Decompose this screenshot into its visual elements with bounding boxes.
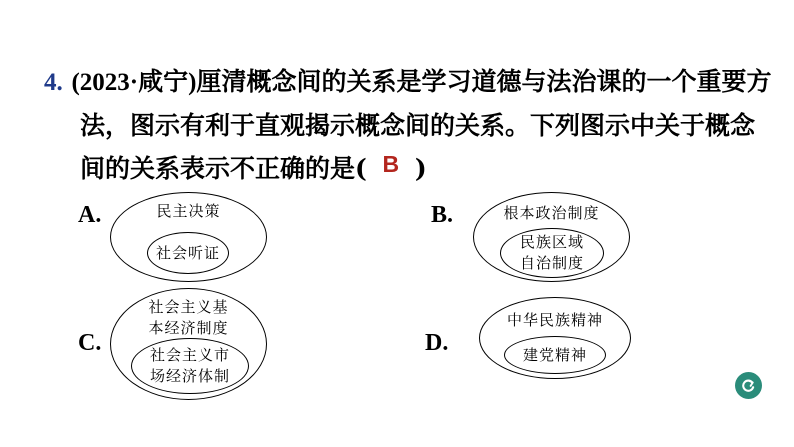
option-a-inner-ellipse <box>147 232 229 274</box>
option-b-inner-label: 民族区域 自治制度 <box>519 233 584 272</box>
option-d-inner-ellipse <box>504 336 606 374</box>
question-stem-3: 间的关系表示不正确的是( <box>80 154 367 183</box>
option-a-outer-label: 民主决策 <box>156 202 221 220</box>
question-line-1 <box>44 60 774 104</box>
option-d-letter[interactable]: D. <box>425 330 449 356</box>
option-a-letter[interactable]: A. <box>78 202 102 228</box>
question-close-paren: ) <box>414 154 427 183</box>
option-d-outer-ellipse <box>479 297 631 379</box>
option-a-inner-label: 社会听证 <box>155 243 220 262</box>
option-d-inner-label: 建党精神 <box>522 345 587 364</box>
answer-mark: B <box>382 151 400 177</box>
return-button[interactable] <box>735 372 762 399</box>
question-number: 4. <box>44 69 63 96</box>
option-c-inner-ellipse <box>131 338 249 394</box>
option-b-outer-ellipse <box>473 192 630 282</box>
option-b-inner-ellipse <box>500 228 604 278</box>
return-arrow-icon <box>740 377 757 394</box>
option-b-outer-label: 根本政治制度 <box>503 204 600 222</box>
option-d-outer-label: 中华民族精神 <box>506 311 603 329</box>
option-c-inner-label: 社会主义市 场经济体制 <box>149 346 230 385</box>
question-stem-2: 法，图示有利于直观揭示概念间的关系。下列图示中关于概念 <box>80 111 756 140</box>
option-a-outer-ellipse <box>110 192 267 282</box>
question-stem-1: 厘清概念间的关系是学习道德与法治课的一个重要方 <box>196 67 772 96</box>
option-c-outer-ellipse <box>110 288 267 400</box>
question-line-3 <box>44 147 774 191</box>
question-line-2 <box>44 104 774 147</box>
option-b-letter[interactable]: B. <box>431 202 454 228</box>
option-c-outer-label: 社会主义基 本经济制度 <box>148 298 229 337</box>
question-source: (2023·咸宁) <box>71 69 197 96</box>
question-text <box>44 60 774 191</box>
option-c-letter[interactable]: C. <box>78 330 102 356</box>
